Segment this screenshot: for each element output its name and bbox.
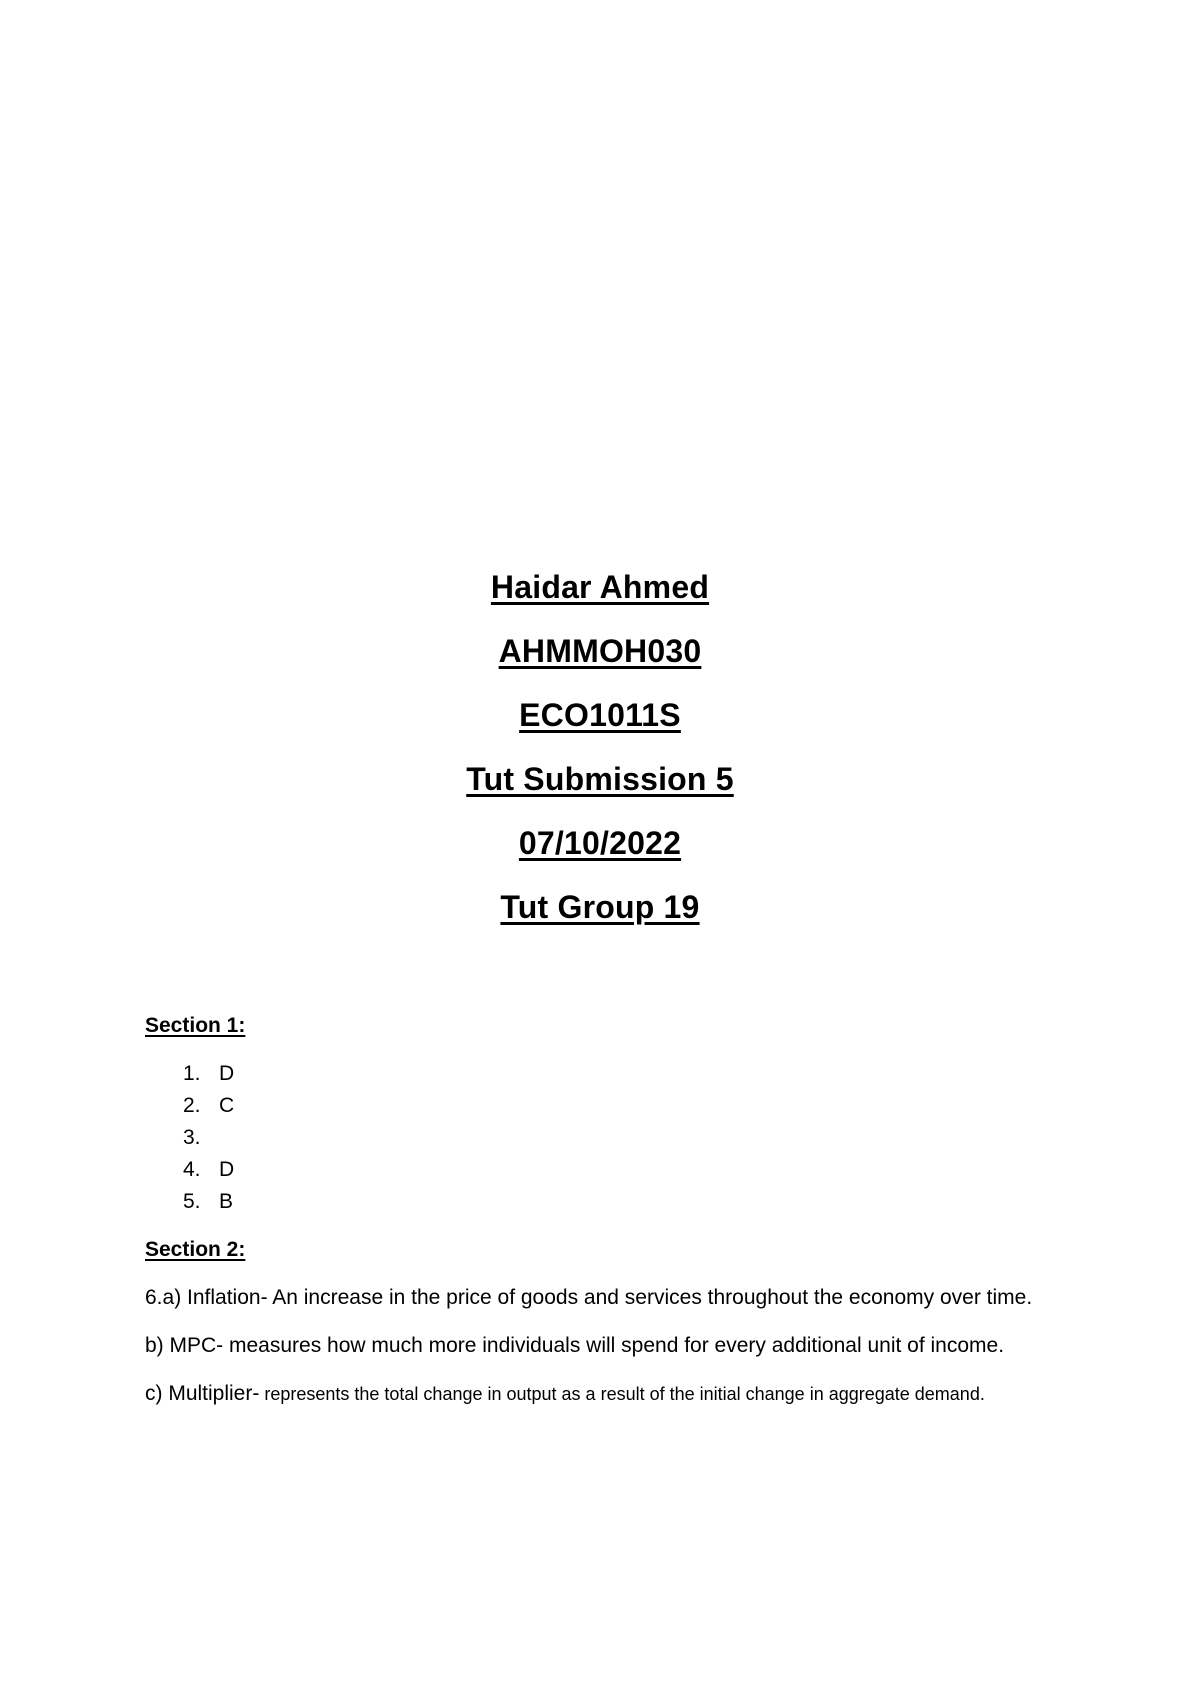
submission-title: Tut Submission 5 [466,761,734,797]
list-item [145,1186,1065,1218]
answer-value: C [219,1094,235,1117]
answers-content [145,1010,1065,1410]
section-1-answer-list [145,1058,1065,1218]
answer-value: D [219,1158,235,1181]
answer-6c-label: c) Multiplier- [145,1382,260,1405]
course-code: ECO1011S [519,697,681,733]
answer-number: 4. [183,1158,201,1181]
section-1-heading: Section 1: [145,1014,246,1037]
answer-6c-text: represents the total change in output as a result of the initial change in aggregate demand. [259,1384,985,1404]
submission-date: 07/10/2022 [518,825,682,861]
answer-value: D [219,1062,235,1085]
answer-number: 3. [183,1126,201,1149]
answer-6b-paragraph: b) MPC- measures how much more individuals will spend for every additional unit of income. [145,1334,1005,1357]
list-item [145,1058,1065,1090]
section-2-heading: Section 2: [145,1238,246,1261]
answer-number: 5. [183,1190,201,1213]
answer-number: 2. [183,1094,201,1117]
student-number: AHMMOH030 [498,633,702,669]
tut-group: Tut Group 19 [500,889,700,925]
cover-title-block [0,565,1200,949]
list-item [145,1090,1065,1122]
answer-number: 1. [183,1062,201,1085]
answer-6c-paragraph [145,1378,1065,1410]
list-item [145,1154,1065,1186]
answer-6a-paragraph: 6.a) Inflation- An increase in the price of goods and services throughout the economy over time. [145,1286,1033,1309]
answer-value: B [219,1190,234,1213]
student-name: Haidar Ahmed [490,569,710,605]
list-item [145,1122,1065,1154]
